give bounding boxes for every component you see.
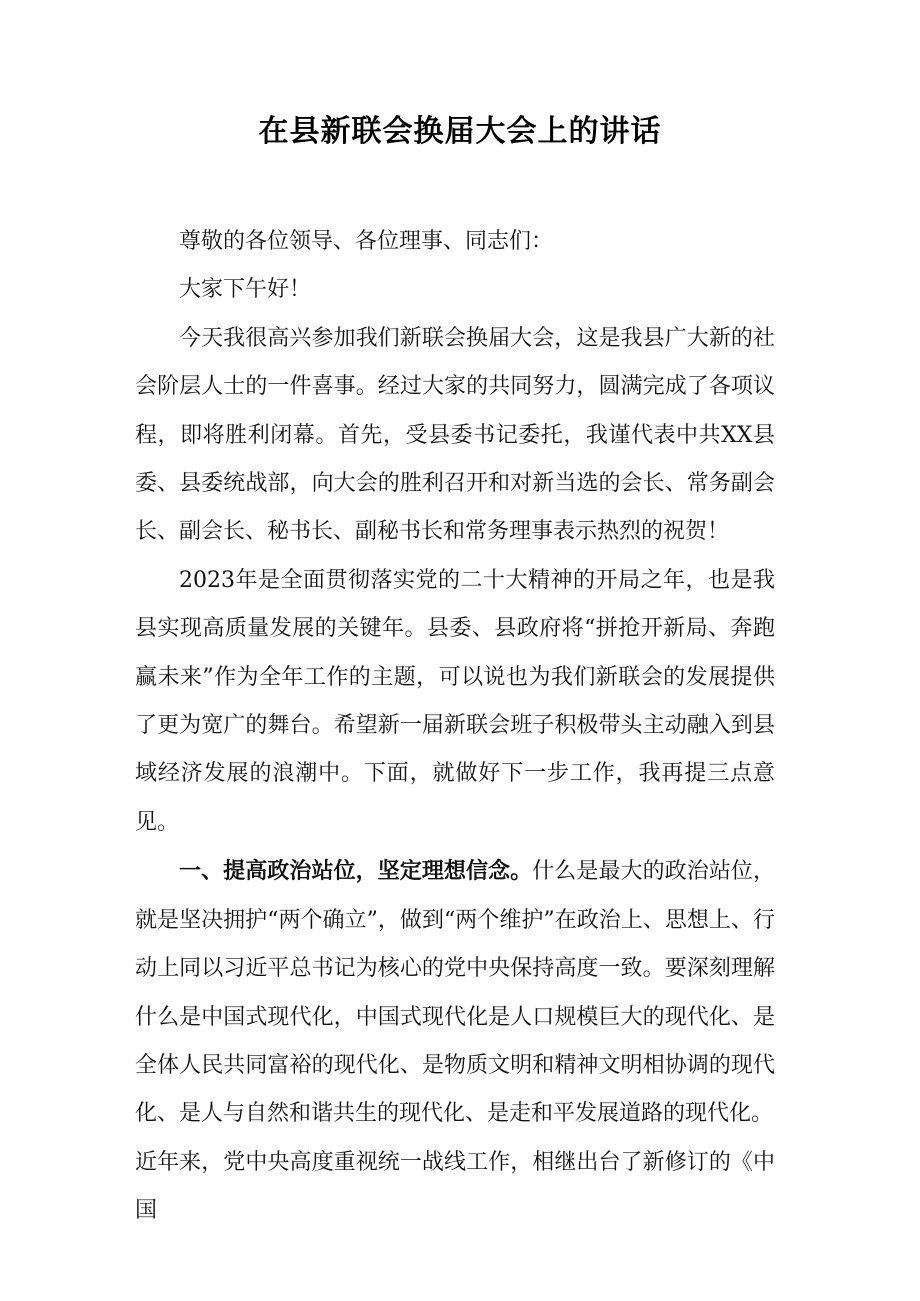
greeting: 大家下午好！ — [179, 277, 312, 303]
section-1-paragraph — [135, 847, 775, 1138]
document-body — [135, 218, 775, 1236]
section-1-heading: 一、提高政治站位，坚定理想信念。 — [179, 858, 533, 885]
paragraph-year-2023: 2023年是全面贯彻落实党的二十大精神的开局之年，也是我县实现高质量发展的关键年。县委、县政府将“拼抢开新局、奔跑赢未来”作为全年工作的主题，可以说也为我们新联会的发展提供了更为宽广的舞台。希望新一届新联会班子积极带头主动融入到县域经济发展的浪潮中。下面，就做好下一步工作，我再提三点意见。 — [135, 567, 775, 835]
section-1-text: 什么是最大的政治站位，就是坚决拥护“两个确立”，做到“两个维护”在政治上、思想上、行动上同以习近平总书记为核心的党中央保持高度一致。要深刻理解什么是中国式现代化，中国式现代化是人口规模巨大的现代化、是全体人民共同富裕的现代化、是物质文明和精神文明相协调的现代化、是人与自然和谐共生的现代化、是走和平发展道路的现代化。 — [135, 859, 775, 1127]
salutation: 尊敬的各位领导、各位理事、同志们： — [179, 229, 554, 254]
paragraph-recent-years: 近年来，党中央高度重视统一战线工作，相继出台了新修订的《中国 — [135, 1149, 775, 1224]
paragraph-opening: 今天我很高兴参加我们新联会换届大会，这是我县广大新的社会阶层人士的一件喜事。经过大家的共同努力，圆满完成了各项议程，即将胜利闭幕。首先，受县委书记委托，我谨代表中共XX县委、县委统战部，向大会的胜利召开和对新当选的会长、常务副会长、副会长、秘书长、副秘书长和常务理事表示热烈的祝贺！ — [135, 325, 775, 545]
document-title: 在县新联会换届大会上的讲话 — [258, 114, 662, 149]
